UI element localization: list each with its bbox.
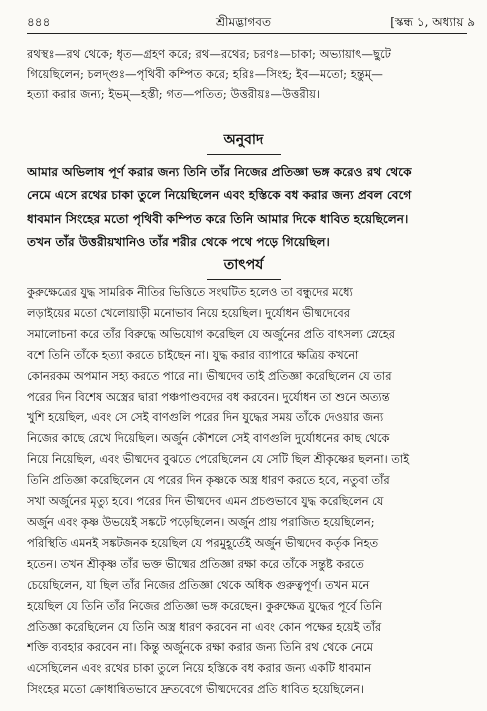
translation-text (27, 161, 467, 254)
purport-heading-underline (207, 279, 281, 280)
translation-line: তখন তাঁর উত্তরীয়খানিও তাঁর শরীর থেকে পথে পড়ে গিয়েছিল। (27, 234, 330, 249)
page-header (0, 14, 487, 34)
purport-line: হয়েছিল যে তিনি তাঁর নিজের প্রতিজ্ঞা ভঙ্গ করেছেন। কুরুক্ষেত্র যুদ্ধের পূর্বে তিনি (27, 598, 382, 613)
purport-line: খুশি হয়েছিল, এবং সে সেই বাণগুলি পরের দিন যুদ্ধের সময় তাঁকে দেওয়ার জন্য (27, 410, 384, 425)
purport-heading-text: তাৎপর্য (223, 257, 264, 273)
translation-line: নেমে এসে রথের চাকা তুলে নিয়েছিলেন এবং হস্তিকে বধ করার জন্য প্রবল বেগে (27, 188, 412, 203)
purport-line: কুরুক্ষেত্রের যুদ্ধ সামরিক নীতির ভিত্তিতে সংঘটিত হলেও তা বন্ধুদের মধ্যে (27, 285, 353, 299)
purport-line: তিনি প্রতিজ্ঞা করেছিলেন যে পরের দিন কৃষ্ণকে অস্ত্র ধারণ করতে হবে, নতুবা তাঁর (27, 473, 390, 488)
purport-line: লড়াইয়ের মতো খেলোয়াড়ী মনোভাব নিয়ে হয়েছিল। দুর্যোধন ভীষ্মদেবের (27, 305, 350, 320)
purport-line: চেয়েছিলেন, যা ছিল তাঁর নিজের প্রতিজ্ঞা থেকে অধিক গুরুত্বপূর্ণ। তখন মনে (27, 577, 370, 592)
word-meaning-line: হত্যা করার জন্য; ইভম্—হস্তী; গত—পতিত; উত্তরীয়ঃ—উত্তরীয়। (27, 87, 321, 101)
translation-heading-underline (207, 154, 281, 155)
purport-line: সমালোচনা করে তাঁর বিরুদ্ধে অভিযোগ করেছিল যে অর্জুনের প্রতি বাৎসল্য স্নেহের (27, 326, 396, 341)
translation-line: আমার অভিলাষ পূর্ণ করার জন্য তিনি তাঁর নিজের প্রতিজ্ঞা ভঙ্গ করেও রথ থেকে (27, 165, 412, 179)
purport-line: সিংহের মতো ক্রোধান্বিতভাবে দ্রুতবেগে ভীষ্মদেবের প্রতি ধাবিত হয়েছিলেন। (27, 682, 364, 697)
purport-text (27, 282, 467, 700)
purport-line: পরের দিন বিশেষ অস্ত্রের দ্বারা পঞ্চপাণ্ডবদের বধ করবেন। দুর্যোধন তা শুনে অত্যন্ত (27, 389, 390, 404)
purport-line: নিজের কাছে রেখে দিয়েছিল। অর্জুন কৌশলে সেই বাণগুলি দুর্যোধনের কাছ থেকে (27, 431, 390, 446)
purport-line: শক্তি ব্যবহার করবেন না। কিন্তু অর্জুনকে রক্ষা করার জন্য তিনি রথ থেকে নেমে (27, 640, 373, 655)
purport-line: কোনরকম অপমান সহ্য করতে পারে না। ভীষ্মদেব তাই প্রতিজ্ঞা করেছিলেন যে তার (27, 368, 392, 383)
page-number: ৪৪৪ (27, 15, 51, 29)
translation-heading (0, 128, 487, 155)
purport-line: সখা অর্জুনের মৃত্যু হবে। পরের দিন ভীষ্মদেব এমন প্রচণ্ডভাবে যুদ্ধ করেছিলেন যে (27, 494, 384, 509)
header-rule (27, 33, 467, 34)
word-meaning-line: রথস্থঃ—রথ থেকে; ধৃত—গ্রহণ করে; রথ—রথের; চরণঃ—চাকা; অভ্যায়াৎ—ছুটে (27, 47, 391, 61)
purport-line: বশে তিনি তাঁকে হত্যা করতে চাইছেন না। যুদ্ধ করার ব্যাপারে ক্ষত্রিয় কখনো (27, 347, 359, 362)
canto-chapter-reference: [স্কন্ধ ১, অধ্যায় ৯ (390, 15, 475, 29)
purport-line: পরিস্থিতি এমনই সঙ্কটজনক হয়েছিল যে পরমুহূর্তেই অর্জুন ভীষ্মদেব কর্তৃক নিহত (27, 535, 379, 550)
purport-line: প্রতিজ্ঞা করেছিলেন যে তিনি অস্ত্র ধারণ করবেন না এবং কোন পক্ষের হয়েই তাঁর (27, 619, 382, 634)
purport-line: নিয়ে নিয়েছিল, এবং ভীষ্মদেব বুঝতে পেরেছিলেন যে সেটি ছিল শ্রীকৃষ্ণের ছলনা। তাই (27, 452, 410, 467)
purport-line: এসেছিলেন এবং রথের চাকা তুলে নিয়ে হস্তিকে বধ করার জন্য একটি ধাবমান (27, 661, 372, 676)
translation-heading-text: অনুবাদ (223, 132, 264, 148)
book-title: শ্রীমদ্ভাগবত (215, 15, 271, 29)
purport-heading (0, 253, 487, 280)
purport-line: হতেন। তখন শ্রীকৃষ্ণ তাঁর ভক্ত ভীষ্মের প্রতিজ্ঞা রক্ষা করে তাঁকে সন্তুষ্ট করতে (27, 556, 364, 571)
word-meanings (27, 44, 467, 104)
translation-line: ধাবমান সিংহের মতো পৃথিবী কম্পিত করে তিনি আমার দিকে ধাবিত হয়েছিলেন। (27, 211, 409, 226)
word-meaning-line: গিয়েছিলেন; চলদ্গুঃ—পৃথিবী কম্পিত করে; হরিঃ—সিংহ; ইব—মতো; হন্তুম্— (27, 67, 383, 81)
purport-line: অর্জুন এবং কৃষ্ণ উভয়েই সঙ্কটে পড়েছিলেন। অর্জুন প্রায় পরাজিত হয়েছিলেন; (27, 514, 375, 529)
